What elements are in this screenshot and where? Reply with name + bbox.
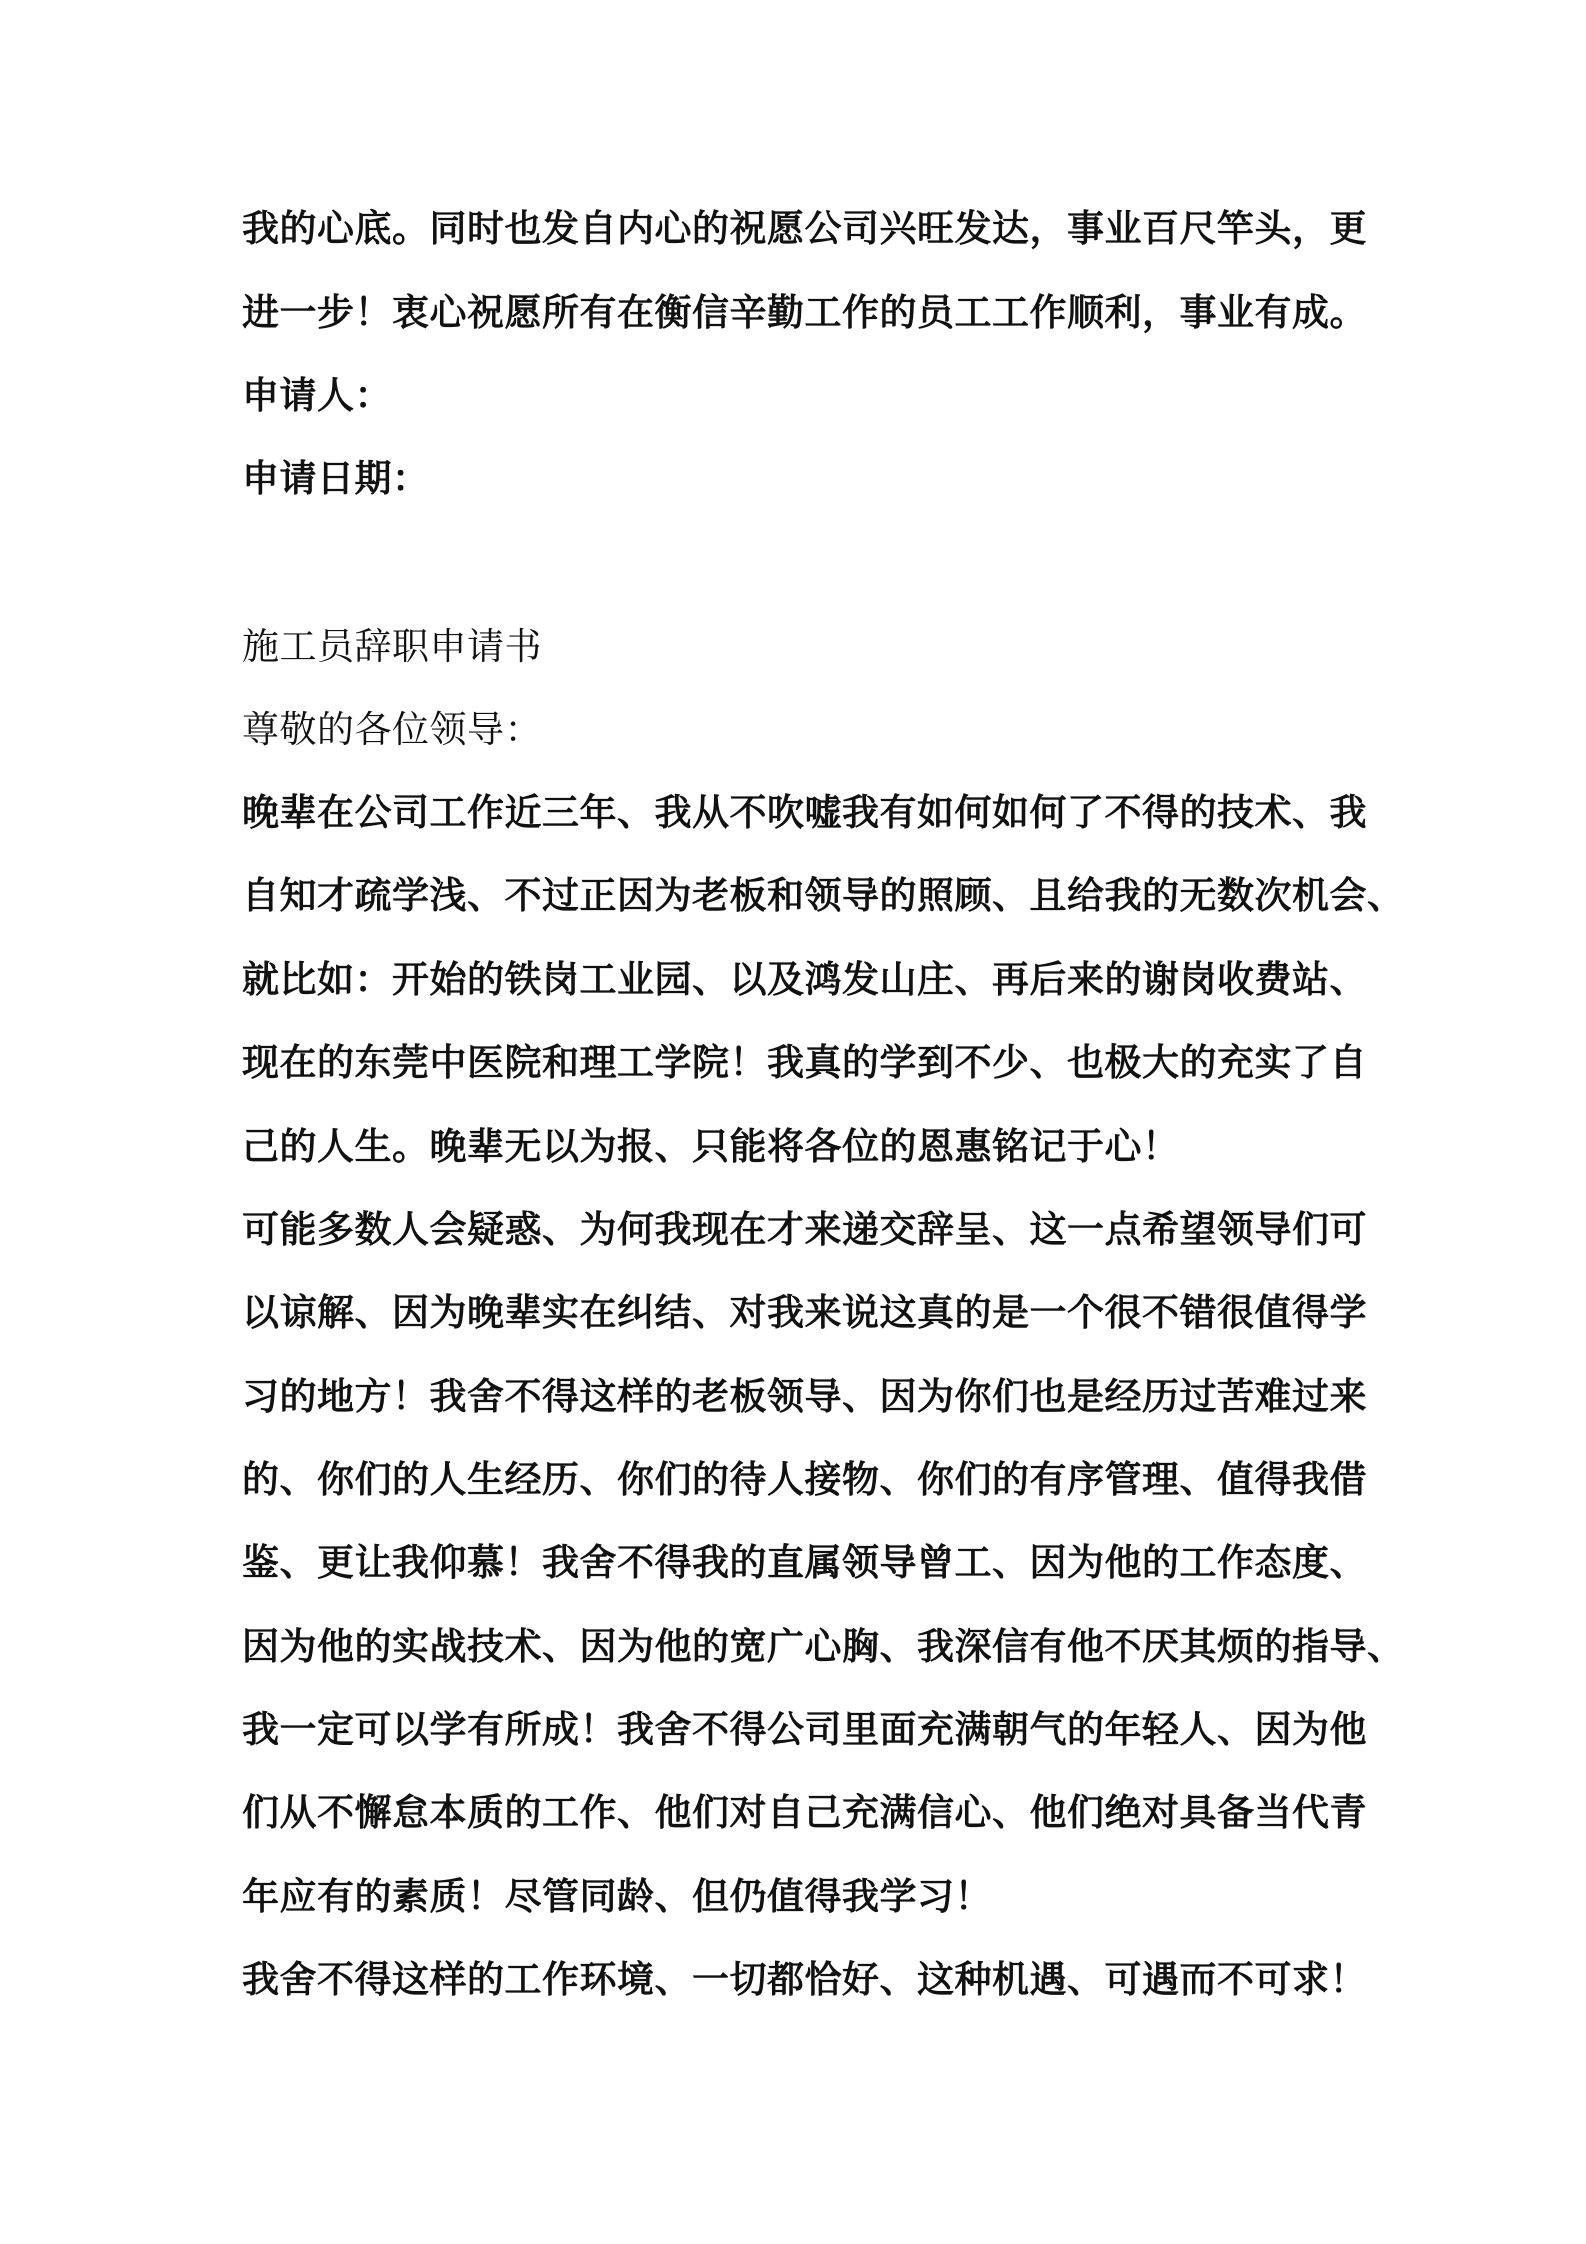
letter-title: 施工员辞职申请书: [242, 625, 542, 668]
salutation: 尊敬的各位领导：: [242, 708, 542, 751]
body-line: 的、你们的人生经历、你们的待人接物、你们的有序管理、值得我借: [242, 1458, 1367, 1501]
date-label: 申请日期：: [242, 457, 430, 500]
continuation-line-1: 我的心底。同时也发自内心的祝愿公司兴旺发达，事业百尺竿头，更: [242, 207, 1367, 250]
body-line: 我舍不得这样的工作环境、一切都恰好、这种机遇、可遇而不可求！: [242, 1958, 1367, 2001]
body-line: 我一定可以学有所成！我舍不得公司里面充满朝气的年轻人、因为他: [242, 1708, 1367, 1751]
body-line: 现在的东莞中医院和理工学院！我真的学到不少、也极大的充实了自: [242, 1041, 1367, 1084]
body-line: 以谅解、因为晚辈实在纠结、对我来说这真的是一个很不错很值得学: [242, 1291, 1367, 1334]
body-line: 自知才疏学浅、不过正因为老板和领导的照顾、且给我的无数次机会、: [242, 874, 1405, 917]
body-line: 己的人生。晚辈无以为报、只能将各位的恩惠铭记于心！: [242, 1125, 1180, 1168]
body-line: 鉴、更让我仰慕！我舍不得我的直属领导曾工、因为他的工作态度、: [242, 1541, 1367, 1584]
applicant-label: 申请人：: [242, 374, 392, 417]
body-line: 晚辈在公司工作近三年、我从不吹嘘我有如何如何了不得的技术、我: [242, 791, 1367, 834]
continuation-line-2: 进一步！衷心祝愿所有在衡信辛勤工作的员工工作顺利，事业有成。: [242, 291, 1367, 334]
body-line: 们从不懈怠本质的工作、他们对自己充满信心、他们绝对具备当代青: [242, 1791, 1367, 1834]
body-line: 年应有的素质！尽管同龄、但仍值得我学习！: [242, 1875, 992, 1918]
body-line: 因为他的实战技术、因为他的宽广心胸、我深信有他不厌其烦的指导、: [242, 1625, 1405, 1668]
body-line: 习的地方！我舍不得这样的老板领导、因为你们也是经历过苦难过来: [242, 1375, 1367, 1418]
body-line: 就比如：开始的铁岗工业园、以及鸿发山庄、再后来的谢岗收费站、: [242, 958, 1367, 1001]
body-line: 可能多数人会疑惑、为何我现在才来递交辞呈、这一点希望领导们可: [242, 1208, 1367, 1251]
